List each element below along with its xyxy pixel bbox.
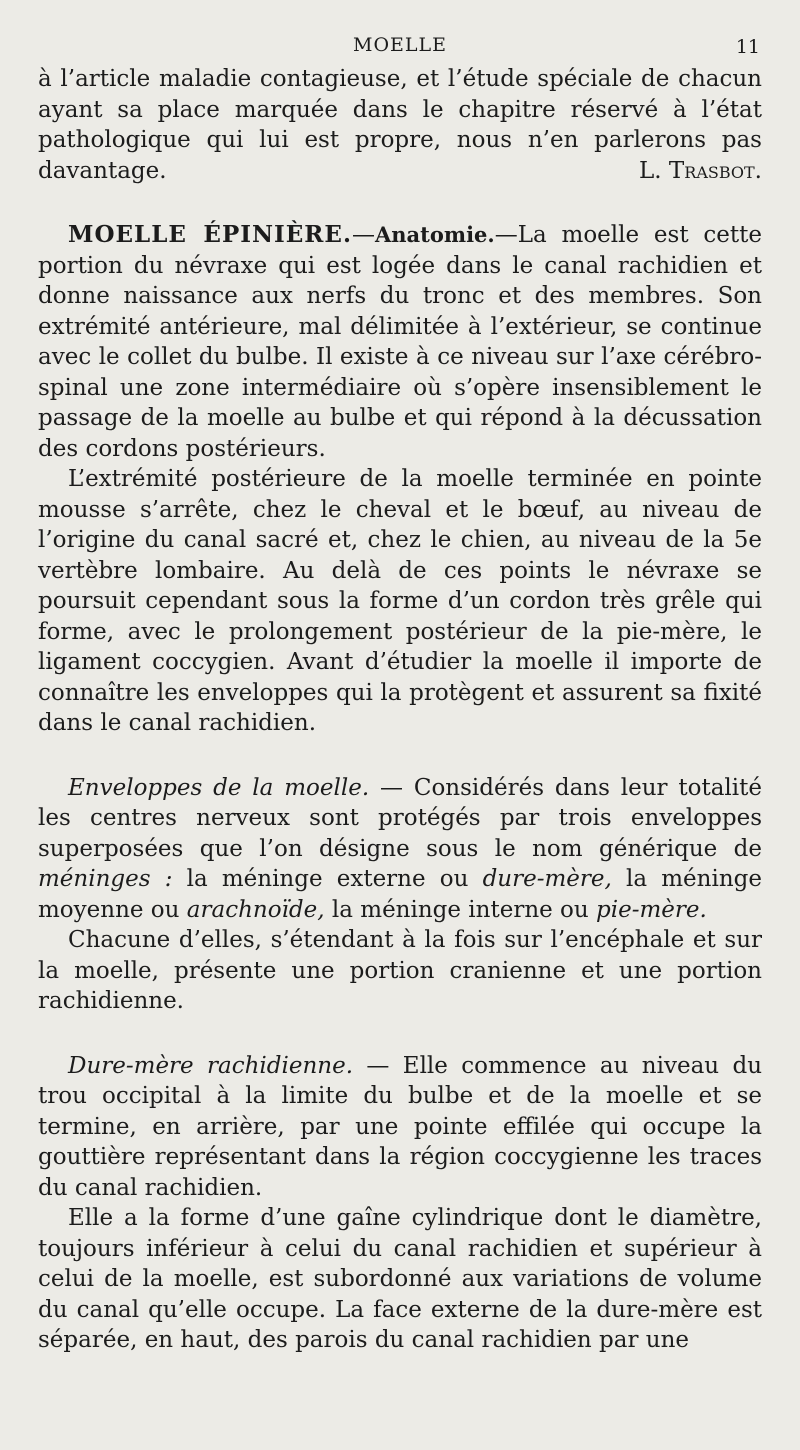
- article-paragraph-2: L’extrémité postérieure de la moelle terminée en pointe mousse s’arrête, chez le cheval et le bœuf, au niveau de l’origine du canal sacré et, chez le chien, au niveau de la 5e vertèbre lombaire. Au delà de ces points le névraxe se poursuit cependant sous la forme d’un cordon très grêle qui forme, avec le prolongement postérieur de la pie-mère, le ligament coccygien. Avant d’étudier la moelle il importe de connaître les enveloppes qui la protègent et assurent sa fixité dans le canal rachidien.: [38, 466, 762, 736]
- previous-article-text: à l’article maladie contagieuse, et l’étude spéciale de chacun ayant sa place marquée dans le chapitre réservé à l’état pathologique qui lui est propre, nous n’en parlerons pas davantage.: [38, 66, 762, 184]
- term-pie-mere: pie-mère.: [596, 896, 707, 923]
- enveloppes-dash: —: [369, 774, 414, 801]
- enveloppes-paragraph-2: Chacune d’elles, s’étendant à la fois sur l’encéphale et sur la moelle, présente une portion cranienne et une portion rachidienne.: [38, 927, 762, 1014]
- dure-mere-text-1: Elle commence au niveau du trou occipital à la limite du bulbe et de la moelle et se termine, en arrière, par une pointe effilée qui occupe la gouttière représentant dans la région coccygienne les traces du canal rachidien.: [38, 1052, 763, 1201]
- dure-mere-paragraph: [38, 1051, 762, 1204]
- running-title: MOELLE: [352, 34, 447, 56]
- enveloppes-text-a: Considérés dans leur totalité les centres nerveux sont protégés par trois enveloppes superposées que l’on désigne sous le nom générique de: [38, 774, 762, 862]
- enveloppes-heading: Enveloppes de la moelle.: [68, 774, 370, 801]
- term-arachnoide: arachnoïde,: [186, 896, 325, 923]
- article-intro-paragraph: [38, 220, 762, 464]
- enveloppes-paragraph: [38, 773, 762, 926]
- subtitle-dash: —: [494, 222, 518, 248]
- title-dash: —: [351, 222, 375, 248]
- term-dure-mere: dure-mère,: [482, 866, 612, 892]
- article-subtitle: Anatomie.: [374, 222, 495, 247]
- dure-mere-paragraph-2: Elle a la forme d’une gaîne cylindrique dont le diamètre, toujours inférieur à celui du canal rachidien et supérieur à celui de la moelle, est subordonné aux variations de volume du canal qu’elle occupe. La face externe de la dure-mère est séparée, en haut, des parois du canal rachidien par une: [38, 1205, 762, 1353]
- dure-mere-dash: —: [353, 1052, 403, 1079]
- author-signature: L. Trasbot.: [639, 157, 762, 184]
- enveloppes-text-d: la méninge interne ou: [324, 896, 597, 923]
- article-paragraph-1-text: La moelle est cette portion du névraxe qui est logée dans le canal rachidien et donne naissance aux nerfs du tronc et des membres. Son extrémité antérieure, mal délimitée à l’extérieur, se continue avec le collet du bulbe. Il existe à ce niveau sur l’axe cérébro-spinal une zone intermédiaire où s’opère insensiblement le passage de la moelle au bulbe et qui répond à la décussation des cordons postérieurs.: [38, 222, 762, 462]
- running-header: [38, 28, 762, 64]
- article-title: MOELLE ÉPINIÈRE.: [68, 221, 352, 248]
- dure-mere-heading: Dure-mère rachidienne.: [68, 1052, 354, 1079]
- page-number: 11: [735, 36, 760, 58]
- enveloppes-text-b: la méninge externe ou: [172, 866, 483, 892]
- enveloppes-text-c: la méninge moyenne ou: [38, 866, 762, 923]
- term-meninges: méninges :: [38, 866, 173, 892]
